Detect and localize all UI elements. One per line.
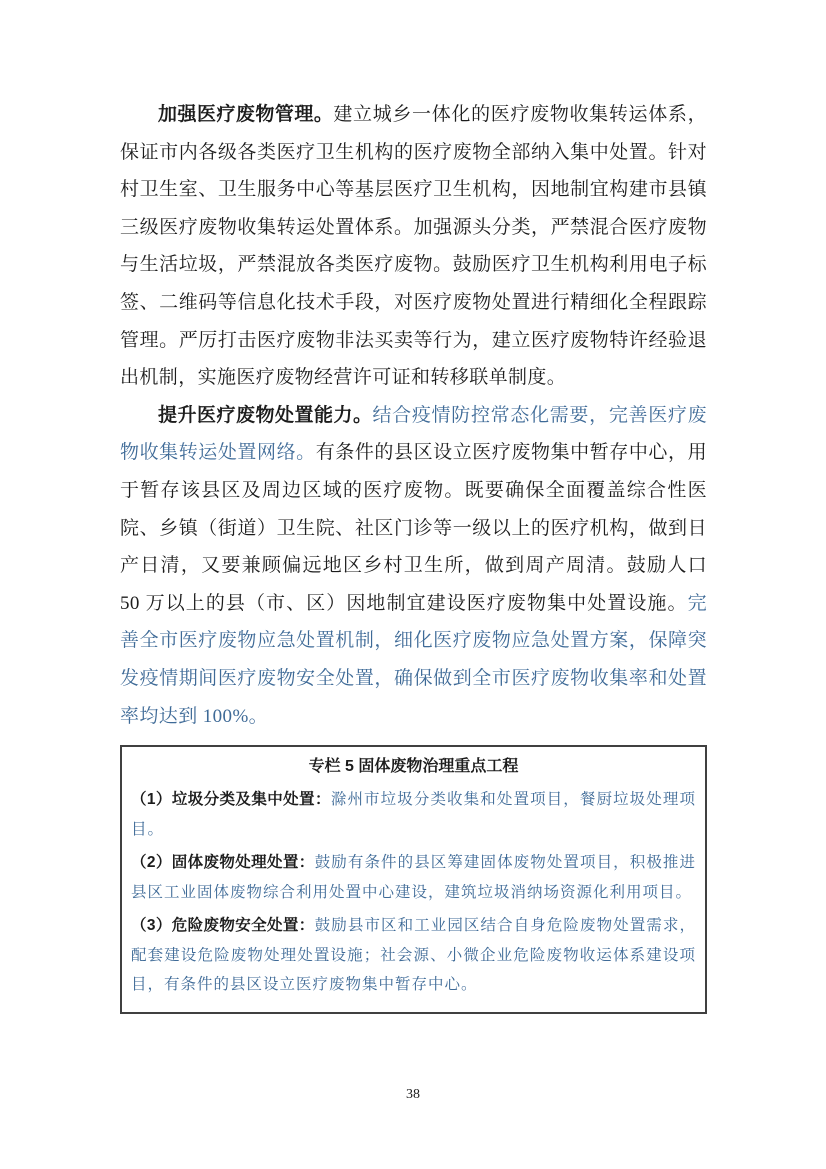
text-run: 有条件的县区设立医疗废物集中暂存中心，用于暂存该县区及周边区域的医疗废物。既要确保全面覆盖综合性医院、乡镇（街道）卫生院、社区门诊等一级以上的医疗机构，做到日产日清，又要兼顾偏远地区乡村卫生所，做到周产周清。鼓励人口 50 万以上的县（市、区）因地制宜建设医疗废物集中处置设施。 [120,442,707,614]
text-run: （3）危险废物安全处置： [131,917,315,935]
paragraph-medical-waste-disposal-capacity [120,397,707,735]
text-run: 鼓励县市区和工业园区结合自身危险废物处置需求，配套建设危险废物处理处置设施；社会源、小微企业危险废物收运体系建设项目，有条件的县区设立医疗废物集中暂存中心。 [131,917,696,994]
text-run: 加强医疗废物管理。 [158,104,334,125]
box-item-1 [131,785,696,844]
page-number: 38 [406,1087,420,1102]
text-run: 建立城乡一体化的医疗废物收集转运体系，保证市内各级各类医疗卫生机构的医疗废物全部纳入集中处置。针对村卫生室、卫生服务中心等基层医疗卫生机构，因地制宜构建市县镇三级医疗废物收集转运处置体系。加强源头分类，严禁混合医疗废物与生活垃圾，严禁混放各类医疗废物。鼓励医疗卫生机构利用电子标签、二维码等信息化技术手段，对医疗废物处置进行精细化全程跟踪管理。严厉打击医疗废物非法买卖等行为，建立医疗废物特许经验退出机制，实施医疗废物经营许可证和转移联单制度。 [120,104,707,389]
paragraph-medical-waste-management [120,96,707,397]
page-content [120,96,707,1014]
text-run: 提升医疗废物处置能力。 [158,404,373,426]
box-item-3 [131,911,696,1000]
text-run: （2）固体废物处理处置： [131,854,315,872]
text-run: 完善全市医疗废物应急处置机制，细化医疗废物应急处置方案，保障突发疫情期间医疗废物安全处置，确保做到全市医疗废物收集率和处置率均达到 100%。 [120,592,707,727]
text-run: （1）垃圾分类及集中处置： [131,791,331,809]
highlight-box-column-5 [120,745,707,1014]
box-title: 专栏 5 固体废物治理重点工程 [308,758,519,776]
text-run: 滁州市垃圾分类收集和处置项目，餐厨垃圾处理项目。 [131,791,696,838]
box-item-2 [131,848,696,907]
text-run: 鼓励有条件的县区筹建固体废物处置项目，积极推进县区工业固体废物综合利用处置中心建设，建筑垃圾消纳场资源化利用项目。 [131,854,696,901]
text-run: 结合疫情防控常态化需要，完善医疗废物收集转运处置网络。 [120,404,708,464]
